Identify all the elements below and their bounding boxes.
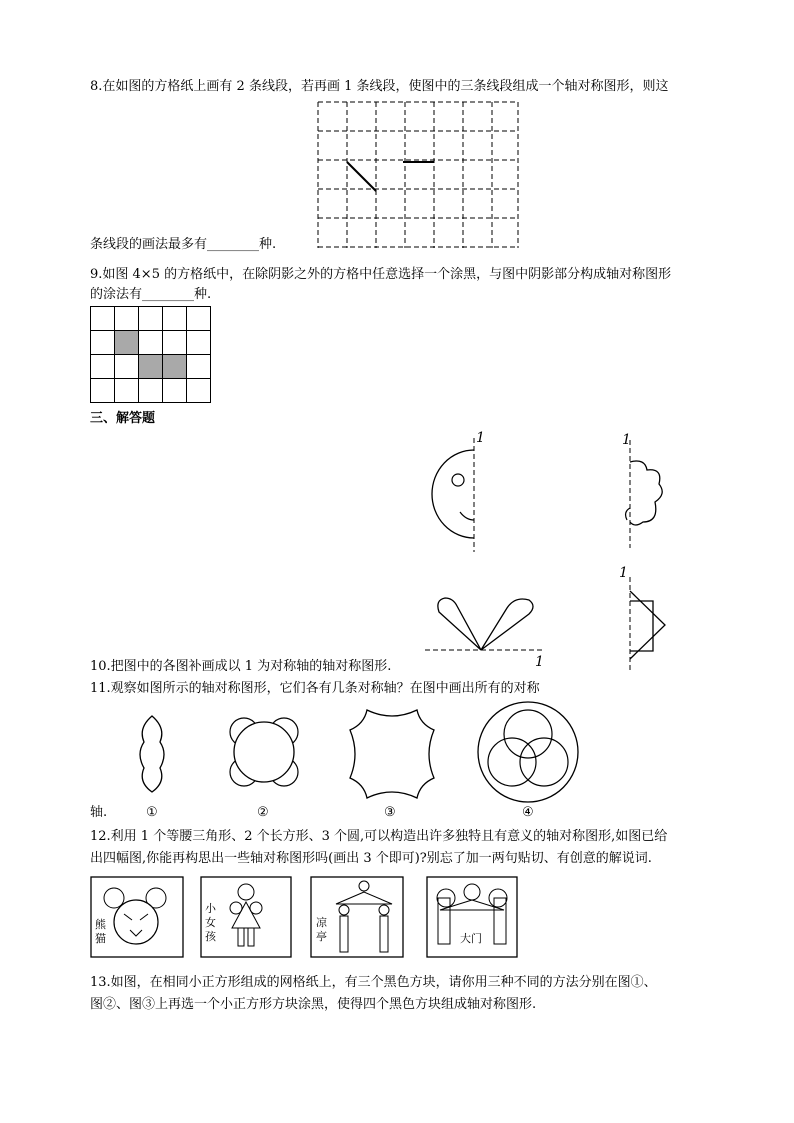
q12-picture-gate	[426, 876, 518, 958]
shaded-cell	[163, 355, 187, 379]
q12-picture-pavilion	[310, 876, 404, 958]
q11-line1: 11.观察如图所示的轴对称图形，它们各有几条对称轴？在图中画出所有的对称	[90, 681, 540, 696]
q9-line2: 的涂法有________种.	[90, 287, 212, 302]
q10-square-triangle-figure	[615, 565, 685, 675]
section-title: 三、解答题	[90, 411, 156, 426]
q10-text: 10.把图中的各图补画成以 1 为对称轴的轴对称图形.	[90, 659, 392, 674]
svg-text:1: 1	[476, 430, 485, 446]
svg-text:猫: 猫	[95, 932, 106, 945]
svg-text:亭: 亭	[316, 930, 327, 943]
svg-text:小: 小	[205, 902, 216, 915]
q12-line2: 出四幅图,你能再构思出一些轴对称图形吗(画出 3 个即可)?别忘了加一两句贴切、有创意的解说词.	[90, 851, 652, 866]
svg-text:女: 女	[205, 916, 216, 929]
q9-grid-4x5	[90, 306, 211, 403]
q10-face-figure	[430, 430, 510, 560]
q8-line2: 条线段的画法最多有________种.	[90, 237, 277, 252]
q11-line2: 轴.	[90, 805, 108, 820]
q10-cloud-figure	[615, 430, 685, 550]
q11-label-4: ④	[522, 805, 534, 820]
svg-text:孩: 孩	[205, 930, 216, 943]
q11-label-2: ②	[257, 805, 269, 820]
q8-dashed-grid	[318, 100, 528, 250]
q10-petals-figure	[425, 590, 565, 670]
q11-figure-4	[476, 700, 580, 804]
q11-label-1: ①	[146, 805, 158, 820]
svg-text:熊: 熊	[95, 918, 106, 931]
q13-line2: 图②、图③上再选一个小正方形方块涂黑，使得四个黑色方块组成轴对称图形.	[90, 997, 537, 1012]
svg-text:凉: 凉	[316, 916, 327, 929]
q12-picture-girl	[200, 876, 292, 958]
shaded-cell	[139, 355, 163, 379]
svg-text:大门: 大门	[460, 932, 482, 945]
q11-label-3: ③	[384, 805, 396, 820]
svg-text:1: 1	[622, 432, 631, 448]
shaded-cell	[115, 331, 139, 355]
q13-line1: 13.如图，在相同小正方形组成的网格纸上，有三个黑色方块，请你用三种不同的方法分别在图①、	[90, 975, 657, 990]
q12-line1: 12.利用 1 个等腰三角形、2 个长方形、3 个圆,可以构造出许多独特且有意义的轴对称图形,如图已给	[90, 829, 668, 844]
svg-text:1: 1	[619, 565, 628, 581]
q8-line1: 8.在如图的方格纸上画有 2 条线段，若再画 1 条线段，使图中的三条线段组成一个轴对称图形，则这	[90, 79, 669, 94]
svg-text:1: 1	[535, 654, 544, 670]
q11-figure-2	[224, 712, 304, 792]
q9-line1: 9.如图 4×5 的方格纸中，在除阴影之外的方格中任意选择一个涂黑，与图中阴影部分构成轴对称图形	[90, 267, 672, 282]
q11-figure-1	[132, 712, 172, 796]
q12-picture-panda	[90, 876, 184, 958]
diagonal-segment	[347, 162, 376, 191]
q11-figure-3	[342, 704, 442, 804]
